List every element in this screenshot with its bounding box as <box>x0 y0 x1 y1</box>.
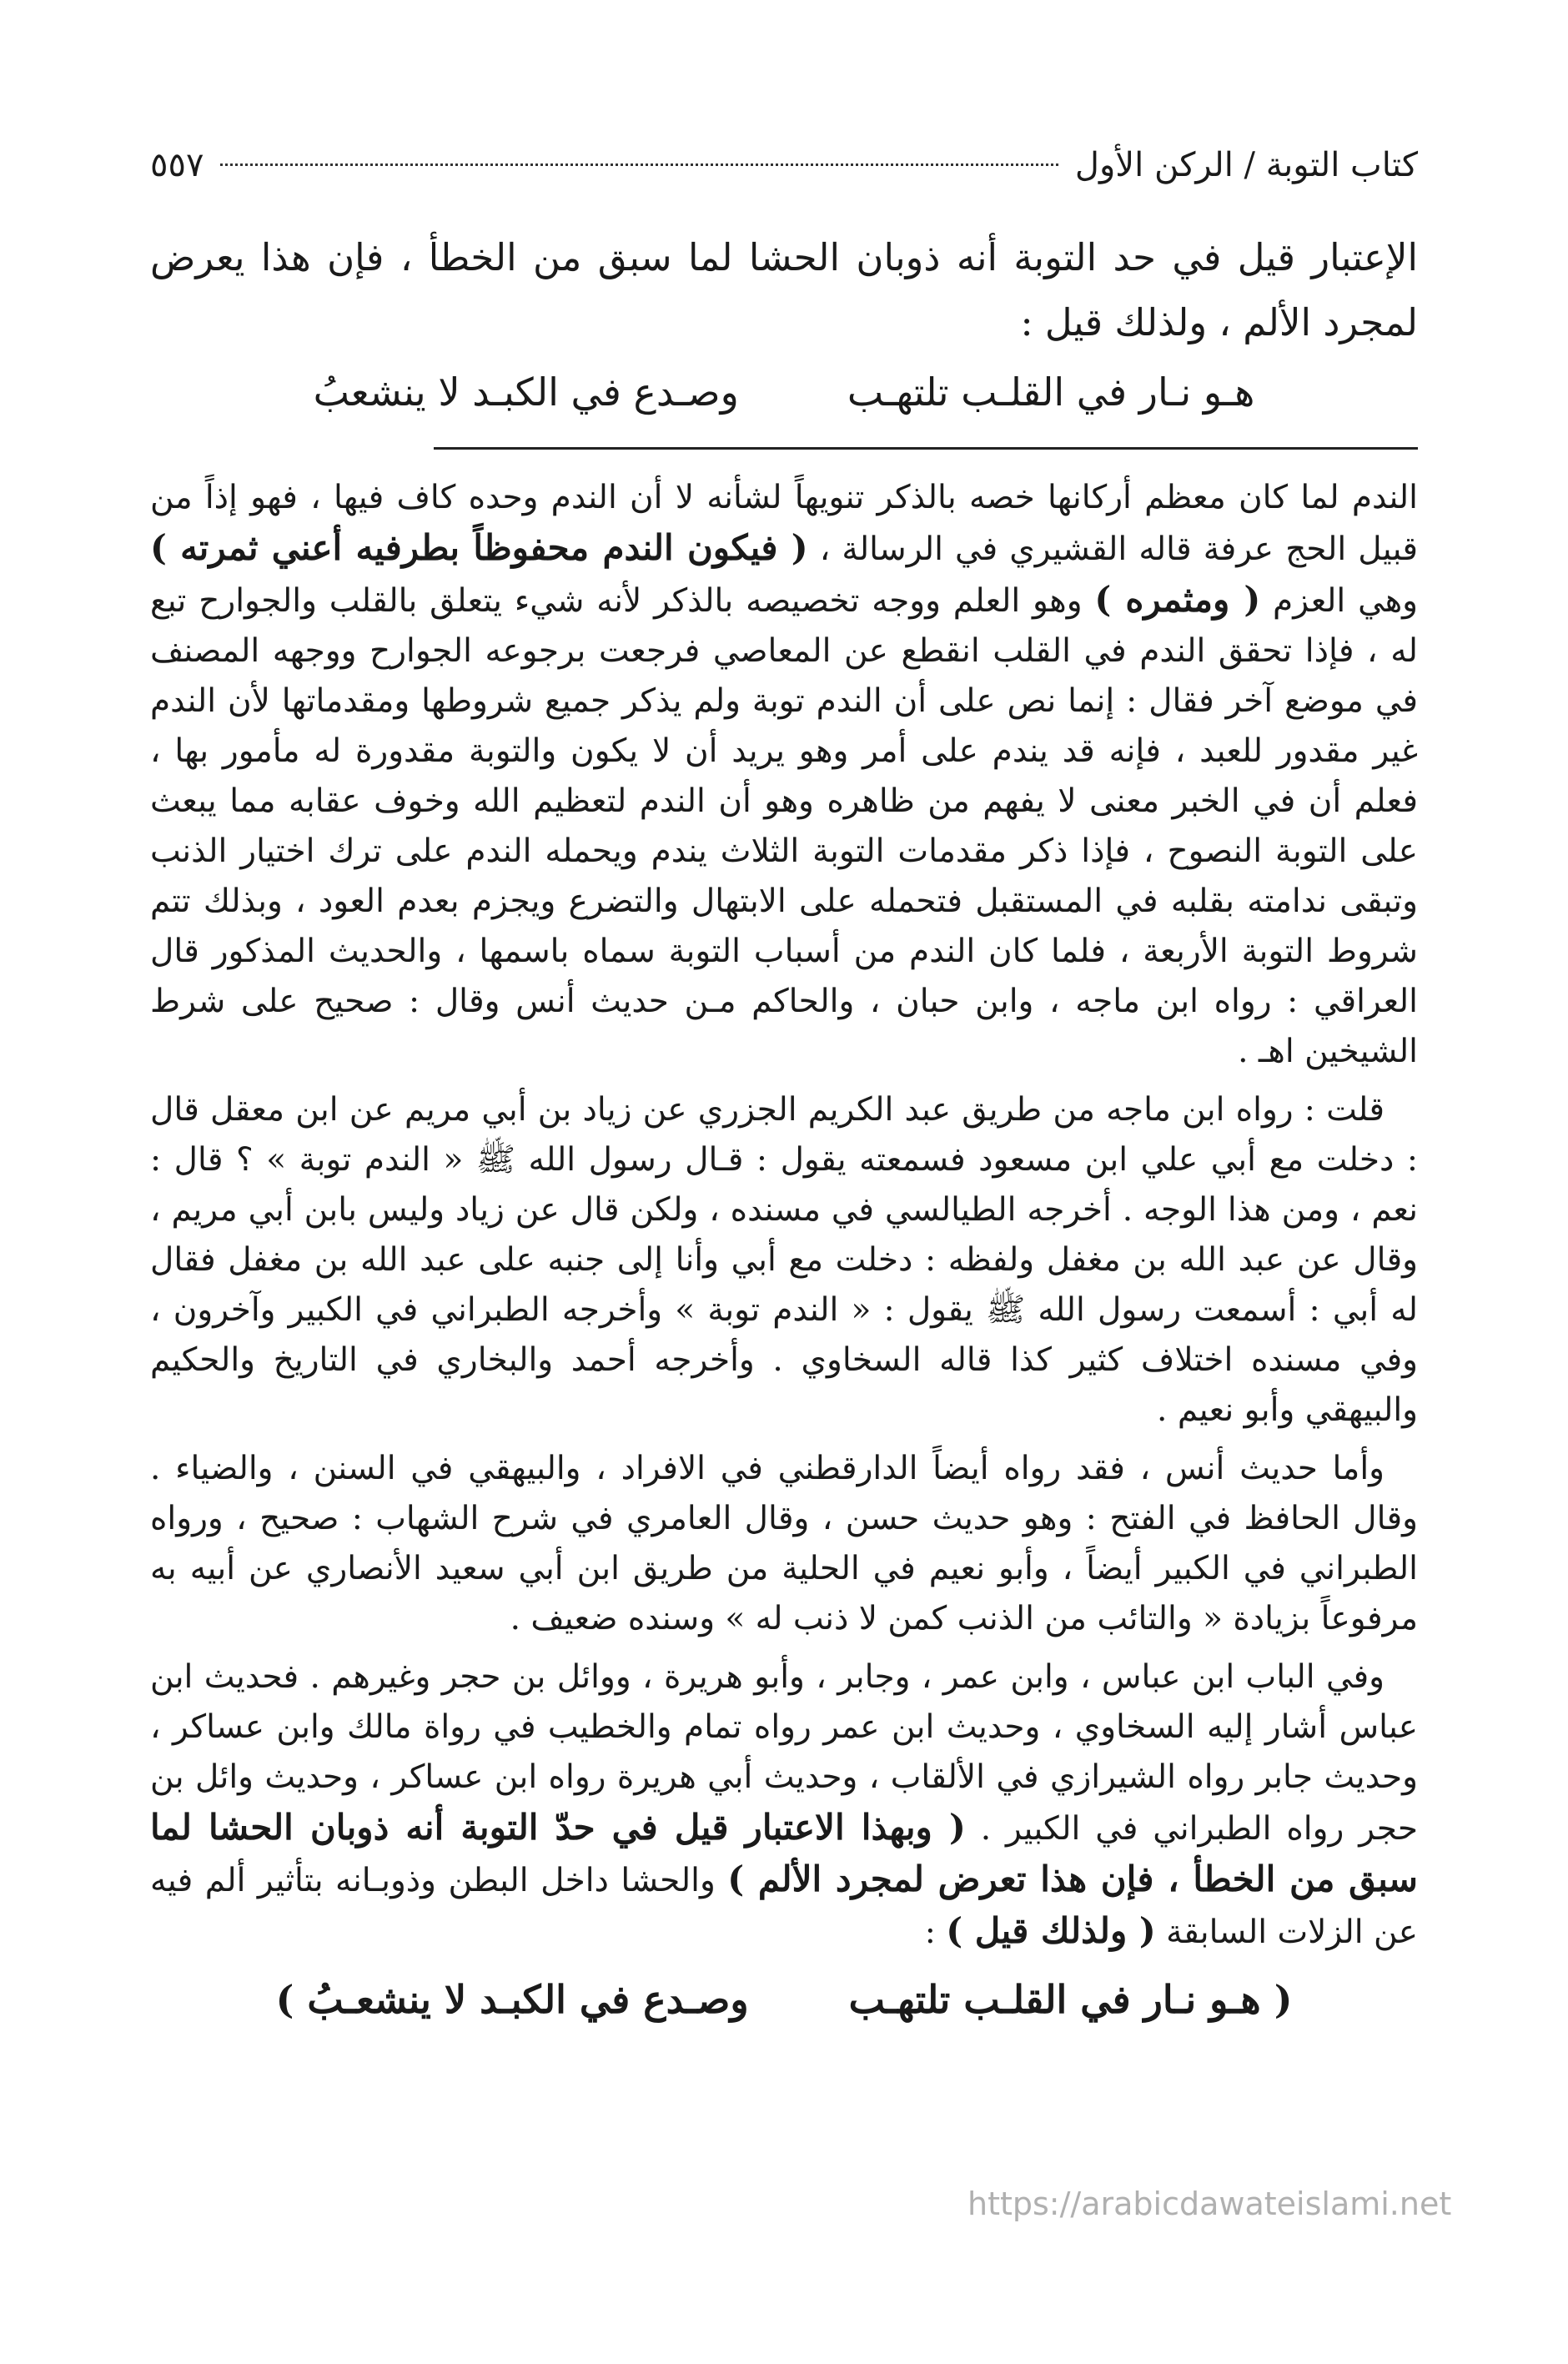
commentary-paragraph: قلت : رواه ابن ماجه من طريق عبد الكريم الجزري عن زياد بن أبي مريم عن ابن معقل قال : دخلت مع أبي علي ابن مسعود فسمعته يقول : قـال رسول الله ﷺ « الندم توبة » ؟ قال : نعم ، ومن هذا الوجه . أخرجه الطيالسي في مسنده ، ولكن قال عن زياد وليس بابن أبي مريم ، وقال عن عبد الله بن مغفل ولفظه : دخلت مع أبي وأنا إلى جنبه على عبد الله بن مغفل فقال له أبي : أسمعت رسول الله ﷺ يقول : « الندم توبة » وأخرجه الطبراني في الكبير وآخرون ، وفي مسنده اختلاف كثير كذا قاله السخاوي . وأخرجه أحمد والبخاري في التاريخ والحكيم والبيهقي وأبو نعيم . <box>150 1091 1418 1429</box>
verse-second-hemistich: وصـدع في الكبـد لا ينشعـبُ ) <box>275 1977 749 2022</box>
watermark-url: https://arabicdawateislami.net <box>967 2185 1452 2222</box>
page-number: ٥٥٧ <box>150 146 204 184</box>
commentary-paragraph <box>150 1652 1418 1958</box>
paragraph-text: الندم لما كان معظم أركانها خصه بالذكر تنويهاً لشأنه لا أن الندم وحده كاف فيها ، فهو إذاً من قبيل الحج عرفة قاله القشيري في الرسالة ، <box>150 479 1418 568</box>
book-page <box>150 142 1418 2033</box>
verse-first-hemistich: هـو نـار في القلـب تلتهـب <box>847 370 1255 415</box>
running-header <box>150 142 1418 189</box>
paragraph-text: وفي الباب ابن عباس ، وابن عمر ، وجابر ، وأبو هريرة ، ووائل بن حجر وغيرهم . فحديث ابن عباس أشار إليه السخاوي ، وحديث ابن عمر رواه تمام والخطيب في رواة مالك وابن عساكر ، وحديث جابر رواه الشيرازي في الألقاب ، وحديث أبي هريرة رواه ابن عساكر ، وحديث وائل بن حجر رواه الطبراني في الكبير . <box>150 1658 1418 1848</box>
paragraph-text: : <box>924 1914 936 1951</box>
paragraph-text: وهي العزم <box>1273 582 1418 620</box>
commentary-verse <box>150 1966 1418 2033</box>
commentary-paragraph: وأما حديث أنس ، فقد رواه أيضاً الدارقطني في الافراد ، والبيهقي في السنن ، والضياء . وقال الحافظ في الفتح : وهو حديث حسن ، وقال العامري في شرح الشهاب : صحيح ، ورواه الطبراني في الكبير أيضاً ، وأبو نعيم في الحلية من طريق ابن أبي سعيد الأنصاري عن أبيه به مرفوعاً بزيادة « والتائب من الذنب كمن لا ذنب له » وسنده ضعيف . <box>150 1450 1418 1637</box>
main-text: الإعتبار قيل في حد التوبة أنه ذوبان الحشا لما سبق من الخطأ ، فإن هذا يعرض لمجرد الألم ، ولذلك قيل : <box>150 235 1418 345</box>
text-separator-line <box>434 447 1418 450</box>
header-title: كتاب التوبة / الركن الأول <box>1074 146 1418 184</box>
header-dot-leader <box>220 163 1058 166</box>
main-verse <box>150 359 1418 425</box>
verse-second-hemistich: وصـدع في الكبـد لا ينشعبُ <box>313 370 739 415</box>
quoted-matn: ( ولذلك قيل ) <box>946 1910 1156 1951</box>
quoted-matn: ( فيكون الندم محفوظاً بطرفيه أعني ثمرته ) <box>150 527 808 568</box>
verse-first-hemistich: ( هـو نـار في القلـب تلتهـب <box>848 1977 1293 2022</box>
quoted-matn: ( وبهذا الاعتبار قيل في حدّ التوبة أنه ذوبان الحشا لما سبق من الخطأ ، فإن هذا تعرض لمجرد الألم ) <box>150 1807 1418 1899</box>
commentary-paragraph <box>150 473 1418 1077</box>
quoted-matn: ( ومثمره ) <box>1094 579 1261 620</box>
paragraph-text: وهو العلم ووجه تخصيصه بالذكر لأنه شيء يتعلق بالقلب والجوارح تبع له ، فإذا تحقق الندم في القلب انقطع عن المعاصي فرجعت برجوعه الجوارح ووجهه المصنف في موضع آخر فقال : إنما نص على أن الندم توبة ولم يذكر جميع شروطها ومقدماتها لأن الندم غير مقدور للعبد ، فإنه قد يندم على أمر وهو يريد أن لا يكون والتوبة مقدورة له مأمور بها ، فعلم أن في الخبر معنى لا يفهم من ظاهره وهو أن الندم لتعظيم الله وخوف عقابه مما يبعث على التوبة النصوح ، فإذا ذكر مقدمات التوبة الثلاث يندم ويحمله الندم على ترك اختيار الذنب وتبقى ندامته بقلبه في المستقبل فتحمله على الابتهال والتضرع ويجزم بعدم العود ، وبذلك تتم شروط التوبة الأربعة ، فلما كان الندم من أسباب التوبة سماه باسمها ، والحديث المذكور قال العراقي : رواه ابن ماجه ، وابن حبان ، والحاكم مـن حديث أنس وقال : صحيح على شرط الشيخين اهـ . <box>150 582 1419 1070</box>
paragraph-text: والحشا داخل البطن وذوبـانه بتأثير ألم فيه عن الزلات السابقة <box>150 1862 1418 1951</box>
commentary <box>150 473 1418 2033</box>
